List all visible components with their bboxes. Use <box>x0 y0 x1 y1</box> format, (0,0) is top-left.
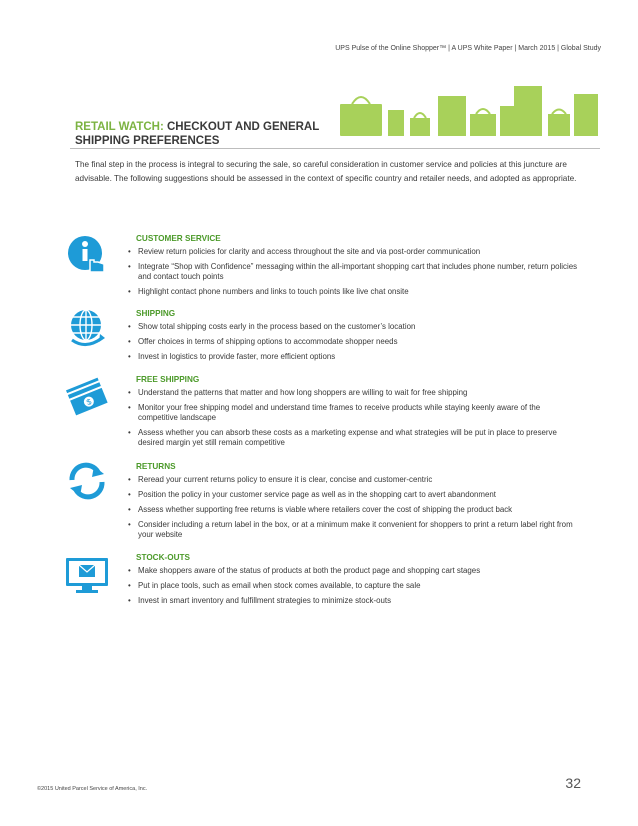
title-line2: SHIPPING PREFERENCES <box>75 135 220 147</box>
section-returns <box>122 462 582 545</box>
deco-bar-5 <box>574 94 598 136</box>
monitor-envelope-icon <box>64 552 110 598</box>
list-item: • Show total shipping costs early in the process based on the customer’s location <box>122 322 582 332</box>
list-item: • Highlight contact phone numbers and links to touch points like live chat onsite <box>122 287 582 297</box>
refresh-arrows-icon <box>64 458 110 504</box>
section-heading: STOCK-OUTS <box>136 553 190 562</box>
list-item: • Invest in smart inventory and fulfillment strategies to minimize stock-outs <box>122 596 582 606</box>
intro-paragraph: The final step in the process is integral to securing the sale, so careful consideration in customer service and policies at this juncture are advisable. The following suggestions should be assessed in the context of specific country and retailer needs, and adopted as appropriate. <box>75 160 577 183</box>
deco-bag-2 <box>410 118 430 136</box>
info-hand-icon <box>64 232 110 278</box>
section-heading: FREE SHIPPING <box>136 375 200 384</box>
globe-arrow-icon <box>64 304 110 350</box>
section-free-shipping <box>122 375 582 453</box>
money-stack-icon <box>64 374 110 420</box>
running-header: UPS Pulse of the Online Shopper™ | A UPS White Paper | March 2015 | Global Study <box>335 45 601 52</box>
list-item: • Integrate “Shop with Confidence” messaging within the all-important shopping cart that includes phone number, return policies and contact touch points <box>122 262 582 282</box>
deco-bag-1 <box>340 104 382 136</box>
page-number: 32 <box>565 775 581 791</box>
shopping-bags-bar-graphic <box>330 78 600 136</box>
svg-text:$: $ <box>85 397 93 408</box>
title-accent: RETAIL WATCH: <box>75 121 164 133</box>
deco-bag-4 <box>548 114 570 136</box>
deco-bar-1 <box>388 110 404 136</box>
list-item: • Understand the patterns that matter and how long shoppers are willing to wait for free shipping <box>122 388 582 398</box>
section-title <box>75 120 325 148</box>
list-item: • Offer choices in terms of shipping options to accommodate shopper needs <box>122 337 582 347</box>
list-item: • Assess whether supporting free returns is viable where retailers cover the cost of shipping the product back <box>122 505 582 515</box>
list-item: • Assess whether you can absorb these costs as a marketing expense and what strategies will be put in place to preserve desired margin yet still remain competitive <box>122 428 582 448</box>
list-item: • Make shoppers aware of the status of products at both the product page and shopping cart stages <box>122 566 582 576</box>
section-customer-service <box>122 234 582 302</box>
section-stock-outs <box>122 553 582 611</box>
section-heading: CUSTOMER SERVICE <box>136 234 221 243</box>
copyright-footer: ©2015 United Parcel Service of America, Inc. <box>37 786 148 792</box>
list-item: • Monitor your free shipping model and understand time frames to receive products while staying keenly aware of the competitive landscape <box>122 403 582 423</box>
list-item: • Invest in logistics to provide faster, more efficient options <box>122 352 582 362</box>
deco-bar-2 <box>438 96 466 136</box>
list-item: • Put in place tools, such as email when stock comes available, to capture the sale <box>122 581 582 591</box>
title-divider <box>70 148 600 149</box>
section-shipping <box>122 309 582 367</box>
title-main: CHECKOUT AND GENERAL <box>163 121 320 133</box>
section-heading: RETURNS <box>136 462 176 471</box>
deco-bar-4 <box>514 86 542 136</box>
list-item: • Position the policy in your customer service page as well as in the shopping cart to avert abandonment <box>122 490 582 500</box>
list-item: • Reread your current returns policy to ensure it is clear, concise and customer-centric <box>122 475 582 485</box>
section-heading: SHIPPING <box>136 309 176 318</box>
deco-bag-3 <box>470 114 496 136</box>
list-item: • Consider including a return label in the box, or at a minimum make it convenient for shoppers to print a return label right from your website <box>122 520 582 540</box>
list-item: • Review return policies for clarity and access throughout the site and via post-order communication <box>122 247 582 257</box>
